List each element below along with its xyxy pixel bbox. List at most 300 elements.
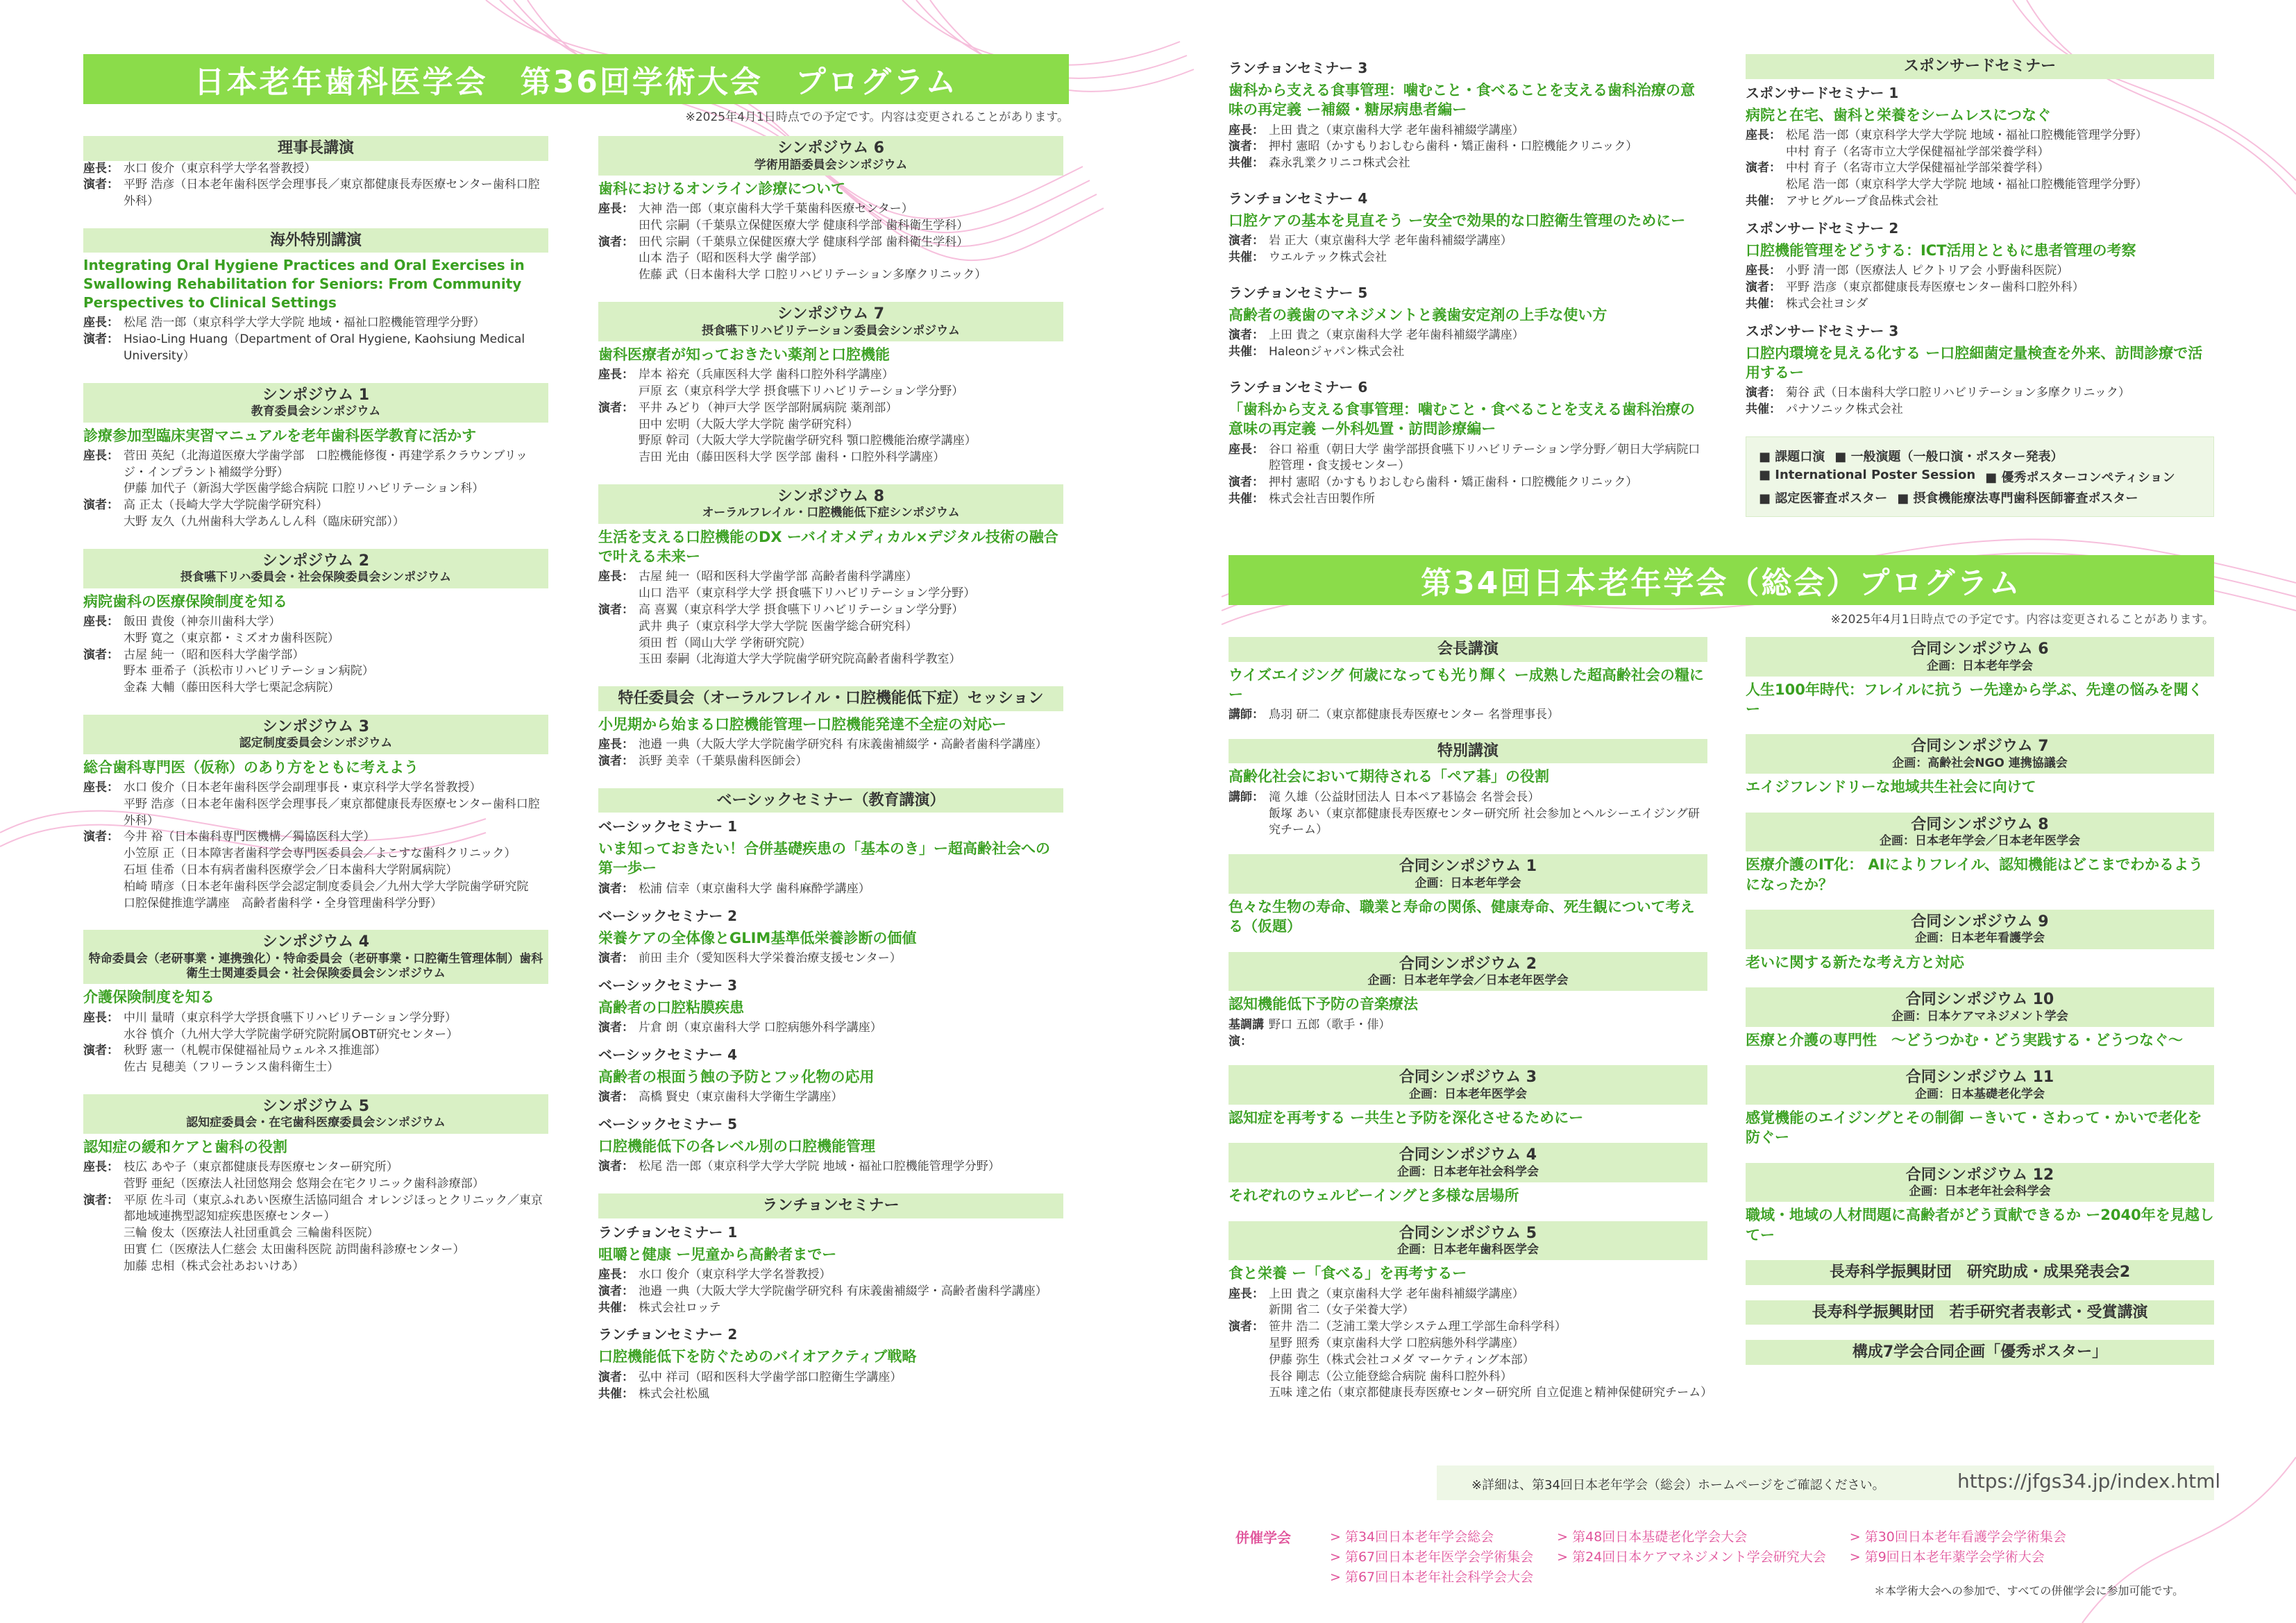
person-row [598, 1300, 1063, 1317]
seminar-item [598, 905, 1063, 967]
person-text: 加藤 忠相（株式会社あおいけあ） [124, 1259, 305, 1273]
person-row [83, 1176, 548, 1193]
person-role: 講師： [1229, 708, 1264, 722]
section-header: シンポジウム 3 認定制度委員会シンポジウム [83, 715, 548, 754]
person-role [598, 250, 639, 267]
person-text: 星野 照秀（東京歯科大学 口腔病態外科学講座） [1269, 1336, 1524, 1351]
person-text: 古屋 純一（昭和医科大学歯学部） [124, 647, 305, 662]
person-role [83, 1225, 124, 1242]
person-role [83, 1027, 124, 1044]
person-role: 演者： [1229, 139, 1264, 154]
program-section [83, 228, 548, 365]
section-header: 長寿科学振興財団 研究助成・成果発表会2 [1746, 1260, 2214, 1285]
person-text: 株式会社吉田製作所 [1269, 492, 1375, 507]
program-section [1229, 952, 1707, 1051]
section-subheader: 企画：日本老年医学会 [1409, 1087, 1527, 1101]
seminar-kind: ベーシックセミナー 5 [598, 1116, 738, 1133]
person-row [83, 797, 548, 830]
person-text: 池邉 一典（大阪大学大学院歯学研究科 有床義歯補綴学・高齢者歯科学講座） [639, 738, 1047, 752]
person-text: ウエルテック株式会社 [1269, 250, 1387, 265]
person-role: 共催： [1746, 194, 1781, 209]
seminar-kind: スポンサードセミナー 1 [1746, 84, 1899, 101]
person-text: 株式会社松風 [639, 1386, 709, 1401]
right-note: ※2025年4月1日時点での予定です。内容は変更されることがあります。 [1830, 613, 2214, 627]
seminar-item [1746, 217, 2214, 313]
seminar-title: 口腔ケアの基本を見直そう ー安全で効果的な口腔衛生管理のためにー [1229, 212, 1686, 230]
section-subheader: 企画：日本老年社会科学会 [1909, 1184, 2051, 1199]
section-header: 合同シンポジウム 1 企画：日本老年学会 [1229, 854, 1707, 894]
person-text: 田中 宏明（大阪大学大学院 歯学研究科） [639, 417, 859, 432]
person-text: 中村 育子（名寄市立大学保健福祉学部栄養学科） [1786, 144, 2050, 159]
person-row [1229, 1017, 1707, 1051]
person-text: 松浦 信幸（東京歯科大学 歯科麻酔学講座） [639, 881, 870, 896]
legend-box [1746, 436, 2214, 517]
person-text: 岸本 裕充（兵庫医科大学 歯科口腔外科学講座） [639, 368, 894, 382]
person-text: Haleonジャパン株式会社 [1269, 345, 1405, 359]
person-text: 菊谷 武（日本歯科大学口腔リハビリテーション多摩クリニック） [1786, 386, 2130, 400]
person-row [598, 1370, 1063, 1386]
co-society-item: > 第9回日本老年薬学会学術大会 [1850, 1547, 2066, 1565]
person-row [1229, 328, 1707, 344]
section-header: ランチョンセミナー [598, 1193, 1063, 1218]
section-subheader: 学術用語委員会シンポジウム [754, 158, 908, 172]
seminar-title: 高齢者の義歯のマネジメントと義歯安定剤の上手な使い方 [1229, 307, 1607, 324]
person-text: 秋野 憲一（札幌市保健福祉局ウェルネス推進部） [124, 1044, 387, 1058]
person-row [83, 680, 548, 697]
person-row [1746, 402, 2214, 418]
person-row [1229, 475, 1707, 491]
co-societies-label: 併催学会 [1235, 1529, 1291, 1546]
section-subheader: 企画：高齢社会NGO 連携協議会 [1892, 756, 2068, 770]
person-text: 笹井 浩二（芝浦工業大学システム理工学部生命科学科） [1269, 1320, 1567, 1334]
person-role [598, 267, 639, 284]
legend-item: ■ 認定医審査ポスター [1759, 488, 1887, 507]
person-role: 演者： [598, 1159, 634, 1174]
section-header: 会長講演 [1229, 637, 1707, 662]
program-section [1229, 1065, 1707, 1128]
person-row [83, 448, 548, 482]
person-text: 高 喜翼（東京科学大学 摂食嚥下リハビリテーション学分野） [639, 602, 964, 617]
person-role [83, 863, 124, 879]
seminar-kind: ランチョンセミナー 5 [1229, 284, 1368, 302]
person-row [598, 1089, 1063, 1106]
section-title: 認知症の緩和ケアと歯科の役割 [83, 1138, 287, 1155]
person-row [1229, 806, 1707, 840]
section-header: 合同シンポジウム 3 企画：日本老年医学会 [1229, 1065, 1707, 1105]
person-role: 演者： [83, 178, 119, 192]
person-text: 水谷 慎介（九州大学大学院歯学研究院附属OBT研究センター） [124, 1027, 459, 1042]
person-row [83, 1010, 548, 1027]
person-row [598, 384, 1063, 400]
person-row [598, 569, 1063, 586]
person-text: 大野 友久（九州歯科大学あんしん科（臨床研究部）） [124, 515, 405, 529]
section-title: 認知機能低下予防の音楽療法 [1229, 996, 1418, 1013]
person-text: 佐藤 武（日本歯科大学 口腔リハビリテーション多摩クリニック） [639, 268, 987, 282]
person-row [1229, 1369, 1707, 1386]
person-text: 吉田 光由（藤田医科大学 医学部 歯科・口腔外科学講座） [639, 450, 945, 465]
person-row [598, 367, 1063, 384]
person-row [83, 647, 548, 664]
legend-item: ■ 課題口演 [1759, 447, 1825, 465]
seminar-title: 口腔機能低下の各レベル別の口腔機能管理 [598, 1138, 875, 1155]
section-header: シンポジウム 1 教育委員会シンポジウム [83, 383, 548, 423]
section-title: 医療介護のIT化： AIによりフレイル、認知機能はどこまでわかるようになったか？ [1746, 856, 2203, 893]
person-role [1229, 1352, 1269, 1369]
person-role: 座長： [1229, 1286, 1264, 1301]
seminar-item [598, 815, 1063, 897]
person-row [598, 1159, 1063, 1175]
person-role: 座長： [83, 448, 119, 463]
person-role [1229, 1385, 1269, 1402]
co-society-item: > 第30回日本老年看護学会学術集会 [1850, 1527, 2066, 1545]
person-role: 共催： [1229, 492, 1264, 507]
seminar-title: 歯科から支える食事管理：噛むこと・食べることを支える歯科治療の意味の再定義 ー補綴・糖尿病患者編ー [1229, 82, 1695, 119]
person-row [1229, 1286, 1707, 1303]
section-title: 高齢化社会において期待される「ペア碁」の役割 [1229, 768, 1549, 785]
person-row [1229, 1352, 1707, 1369]
person-role: 演者： [1229, 1320, 1264, 1334]
person-text: 高 正太（長崎大学大学院歯学研究科） [124, 498, 328, 513]
person-row [83, 863, 548, 879]
person-role: 演者： [598, 1284, 634, 1298]
person-row [83, 161, 548, 178]
person-role: 座長： [83, 781, 119, 795]
person-role: 演者： [1229, 234, 1264, 248]
person-role [83, 797, 124, 830]
seminar-title: 栄養ケアの全体像とGLIM基準低栄養診断の価値 [598, 929, 917, 946]
person-role: 共催： [598, 1300, 634, 1315]
person-row [1229, 344, 1707, 361]
person-row [598, 433, 1063, 450]
person-text: 今井 裕（日本歯科専門医機構／獨協医科大学） [124, 830, 375, 844]
section-header: 合同シンポジウム 10 企画：日本ケアマネジメント学会 [1746, 987, 2214, 1027]
person-role: 演者： [83, 332, 119, 347]
person-row [598, 201, 1063, 218]
person-row [83, 514, 548, 531]
person-role: 基調講演： [1229, 1017, 1264, 1048]
person-row [598, 737, 1063, 754]
person-text: 野原 幹司（大阪大学大学院歯学研究科 顎口腔機能治療学講座） [639, 434, 977, 448]
person-text: 金森 大輔（藤田医科大学七栗記念病院） [124, 681, 340, 695]
person-role: 座長： [83, 614, 119, 629]
program-section [83, 549, 548, 697]
section-header: 合同シンポジウム 2 企画：日本老年学会／日本老年医学会 [1229, 952, 1707, 992]
person-row [598, 1386, 1063, 1403]
person-text: 新開 省二（女子栄養大学） [1269, 1303, 1415, 1318]
program-section [1746, 637, 2214, 719]
person-text: 伊藤 加代子（新潟大学医歯学総合病院 口腔リハビリテーション科） [124, 482, 484, 496]
person-text: 柏崎 晴彦（日本老年歯科医学会認定制度委員会／九州大学大学院歯学研究院 口腔保健推進学講座 高齢者歯科学・全身管理歯科学分野） [124, 879, 541, 910]
person-row [83, 315, 548, 332]
person-row [1746, 263, 2214, 280]
person-role: 講師： [1229, 790, 1264, 804]
person-row [598, 1284, 1063, 1300]
seminar-kind: ベーシックセミナー 4 [598, 1046, 738, 1063]
person-row [83, 1043, 548, 1060]
section-subheader: 摂食嚥下リハ委員会・社会保険委員会シンポジウム [180, 570, 451, 585]
section-subheader: 特命委員会（老研事業・連携強化）・特命委員会（老研事業・口腔衛生管理体制）歯科衛生士関連委員会・社会保険委員会シンポジウム [88, 951, 543, 981]
seminar-kind: スポンサードセミナー 3 [1746, 322, 1899, 339]
person-text: 五味 達之佑（東京都健康長寿医療センター研究所 自立促進と精神保健研究チーム） [1269, 1386, 1713, 1400]
section-header: 海外特別講演 [83, 228, 548, 253]
person-text: 三輪 俊太（医療法人社団重眞会 三輪歯科医院） [124, 1226, 379, 1241]
section-header: 長寿科学振興財団 若手研究者表彰式・受賞講演 [1746, 1300, 2214, 1325]
person-text: 上田 貴之（東京歯科大学 老年歯科補綴学講座） [1269, 328, 1524, 343]
program-section [1229, 1143, 1707, 1205]
person-role [598, 433, 639, 450]
co-society-item: > 第24回日本ケアマネジメント学会研究大会 [1557, 1547, 1826, 1565]
section-title: 職域・地域の人材問題に高齢者がどう貢献できるか ー2040年を見越してー [1746, 1207, 2214, 1243]
person-role: 演者： [598, 235, 634, 249]
person-row [83, 1259, 548, 1275]
program-section [1229, 637, 1707, 724]
section-header: シンポジウム 4 特命委員会（老研事業・連携強化）・特命委員会（老研事業・口腔衛生管理体制）歯科衛生士関連委員会・社会保険委員会シンポジウム [83, 930, 548, 984]
section-subheader: 認定制度委員会シンポジウム [239, 736, 393, 751]
person-role: 演者： [598, 1090, 634, 1105]
program-section [598, 788, 1063, 1176]
person-role [598, 619, 639, 636]
seminar-kind: ベーシックセミナー 1 [598, 818, 738, 835]
person-text: 田代 宗嗣（千葉県立保健医療大学 健康科学部 歯科衛生学科） [639, 235, 969, 249]
person-text: 菅野 亜紀（医療法人社団悠翔会 悠翔会在宅クリニック歯科診療部） [124, 1176, 484, 1191]
person-role: 演者： [1746, 280, 1781, 294]
program-section [598, 484, 1063, 668]
person-role: 共催： [1229, 250, 1264, 265]
co-societies-note: ＊本学術大会への参加で、すべての併催学会に参加可能です。 [1874, 1584, 2184, 1597]
person-role: 座長： [83, 1160, 119, 1175]
section-subheader: オーラルフレイル・口腔機能低下症シンポジウム [702, 506, 960, 520]
section-header: 合同シンポジウム 7 企画：高齢社会NGO 連携協議会 [1746, 734, 2214, 774]
section-subheader: 企画：日本老年学会／日本老年医学会 [1367, 974, 1569, 988]
section-subheader: 認知症委員会・在宅歯科医療委員会シンポジウム [186, 1116, 446, 1130]
person-row [1229, 1336, 1707, 1352]
co-society-item: > 第48回日本基礎老化学会大会 [1557, 1527, 1826, 1545]
person-row [598, 754, 1063, 770]
program-section [598, 686, 1063, 770]
person-text: 戸原 玄（東京科学大学 摂食嚥下リハビリテーション学分野） [639, 384, 964, 398]
person-role: 演者： [1746, 161, 1781, 176]
person-row [598, 636, 1063, 652]
section-header: 合同シンポジウム 8 企画：日本老年学会／日本老年医学会 [1746, 813, 2214, 852]
legend-item: ■ International Poster Session [1759, 468, 1975, 486]
seminar-kind: ベーシックセミナー 2 [598, 907, 738, 924]
seminar-kind: ランチョンセミナー 6 [1229, 378, 1368, 396]
person-row [83, 614, 548, 631]
section-header: 特任委員会（オーラルフレイル・口腔機能低下症）セッション [598, 686, 1063, 711]
person-row [83, 498, 548, 514]
person-role [83, 514, 124, 531]
person-text: 水口 俊介（東京科学大学名誉教授） [639, 1268, 832, 1282]
person-row [1229, 442, 1707, 475]
person-role [83, 1060, 124, 1076]
person-row [1746, 385, 2214, 402]
program-section [1746, 813, 2214, 894]
section-title: 介護保険制度を知る [83, 989, 214, 1006]
person-row [1229, 233, 1707, 250]
person-row [598, 450, 1063, 466]
person-row [598, 951, 1063, 967]
person-role: 演者： [83, 1044, 119, 1058]
section-header: シンポジウム 2 摂食嚥下リハ委員会・社会保険委員会シンポジウム [83, 549, 548, 588]
person-text: 中村 育子（名寄市立大学保健福祉学部栄養学科） [1786, 161, 2050, 176]
person-row [1746, 194, 2214, 210]
program-section [1746, 1065, 2214, 1147]
person-role [598, 417, 639, 434]
person-role [83, 1176, 124, 1193]
person-row [83, 829, 548, 846]
section-title: 食と栄養 ー「食べる」を再考するー [1229, 1265, 1467, 1282]
program-section [83, 930, 548, 1076]
person-text: 石垣 佳希（日本有病者歯科医療学会／日本歯科大学附属病院） [124, 863, 458, 878]
person-role: 共催： [1746, 402, 1781, 417]
person-text: 弘中 祥司（昭和医科大学歯学部口腔衛生学講座） [639, 1370, 902, 1384]
person-row [598, 881, 1063, 898]
section-title: エイジフレンドリーな地域共生社会に向けて [1746, 779, 2036, 796]
person-text: 玉田 泰嗣（北海道大学大学院歯学研究院高齢者歯科学教室） [639, 652, 961, 667]
person-text: 伊藤 弥生（株式会社コメダ マーケティング本部） [1269, 1352, 1535, 1367]
person-row [83, 780, 548, 797]
co-society-item: > 第67回日本老年社会科学会大会 [1330, 1567, 1533, 1586]
section-subheader: 企画：日本老年学会／日本老年医学会 [1880, 834, 2080, 849]
person-text: 小笠原 正（日本障害者歯科学会専門医委員会／よこすな歯科クリニック） [124, 847, 516, 861]
section-header: ベーシックセミナー（教育講演） [598, 788, 1063, 813]
person-text: 平井 みどり（神戸大学 医学部附属病院 薬剤部） [639, 400, 898, 415]
section-subheader: 企画：日本老年看護学会 [1915, 931, 2045, 946]
person-row [83, 663, 548, 680]
person-row [83, 631, 548, 647]
person-text: 大神 浩一郎（東京歯科大学千葉歯科医療センター） [639, 202, 913, 216]
person-text: 飯塚 あい（東京都健康長寿医療センター研究所 社会参加とヘルシーエイジング研究チーム） [1269, 806, 1700, 838]
person-role: 座長： [83, 161, 119, 176]
program-section [598, 1193, 1063, 1402]
section-title: 医療と介護の専門性 〜どうつかむ・どう実践する・どうつなぐ〜 [1746, 1031, 2183, 1048]
co-societies-list [1330, 1527, 2066, 1586]
person-text: 上田 貴之（東京歯科大学 老年歯科補綴学講座） [1269, 123, 1524, 137]
person-role: 座長： [83, 1010, 119, 1025]
column-4 [1746, 54, 2214, 517]
footer-note: ※詳細は、第34回日本老年学会（総会）ホームページをご確認ください。 [1471, 1478, 1885, 1493]
person-role [83, 663, 124, 680]
seminar-item [598, 974, 1063, 1037]
person-row [598, 218, 1063, 235]
section-subheader: 企画：日本老年学会 [1927, 658, 2033, 673]
person-role [1229, 1369, 1269, 1386]
person-text: 平原 佐斗司（東京ふれあい医療生活協同組合 オレンジほっとクリニック／東京都地域連携型認知症疾患医療センター） [124, 1193, 543, 1224]
seminar-title: いま知っておきたい！合併基礎疾患の「基本のき」ー超高齢社会への第一歩ー [598, 840, 1050, 877]
legend-item: ■ 摂食機能療法専門歯科医師審査ポスター [1897, 488, 2138, 507]
program-section [1746, 734, 2214, 797]
person-row [598, 1267, 1063, 1284]
person-text: 押村 憲昭（かすもりおしむら歯科・矯正歯科・口腔機能クリニック） [1269, 139, 1638, 154]
person-text: 木野 寛之（東京都・ミズオカ歯科医院） [124, 631, 339, 645]
section-title: Integrating Oral Hygiene Practices and Oral Exercises in Swallowing Rehabilitation for Seniors: From Community Perspectives to Clinical Settings [83, 257, 525, 312]
seminar-item [598, 1044, 1063, 1106]
program-section [1746, 1260, 2214, 1285]
person-text: 谷口 裕重（朝日大学 歯学部摂食嚥下リハビリテーション学分野／朝日大学病院口腔管理・食支援センター） [1269, 442, 1700, 473]
person-row [1229, 707, 1707, 724]
person-text: 松尾 浩一郎（東京科学大学大学院 地域・福祉口腔機能管理学分野） [1786, 178, 2147, 192]
person-text: 株式会社ロッテ [639, 1300, 721, 1315]
program-section [598, 136, 1063, 284]
program-section [83, 715, 548, 912]
person-text: 古屋 純一（昭和医科大学歯学部 高齢者歯科学講座） [639, 570, 918, 584]
person-text: 野本 亜希子（浜松市リハビリテーション病院） [124, 664, 374, 679]
seminar-kind: ランチョンセミナー 2 [598, 1326, 738, 1343]
person-text: 須田 哲（岡山大学 学術研究院） [639, 636, 811, 650]
person-text: 松尾 浩一郎（東京科学大学大学院 地域・福祉口腔機能管理学分野） [124, 316, 485, 330]
person-row [1229, 123, 1707, 139]
person-text: 押村 憲昭（かすもりおしむら歯科・矯正歯科・口腔機能クリニック） [1269, 475, 1638, 490]
person-row [83, 879, 548, 912]
person-row [1746, 296, 2214, 313]
section-header: 合同シンポジウム 11 企画：日本基礎老化学会 [1746, 1065, 2214, 1105]
person-text: 枝広 あや子（東京都健康長寿医療センター研究所） [124, 1160, 398, 1175]
person-role [83, 846, 124, 863]
person-role [1746, 144, 1786, 161]
co-societies [1235, 1527, 2214, 1585]
co-society-item: > 第67回日本老年医学会学術集会 [1330, 1547, 1533, 1565]
person-role [83, 680, 124, 697]
person-role [598, 636, 639, 652]
person-role [1229, 1302, 1269, 1319]
section-subheader: 教育委員会シンポジウム [251, 405, 381, 419]
person-row [83, 481, 548, 498]
person-text: 前田 圭介（愛知医科大学栄養治療支援センター） [639, 951, 902, 965]
person-row [83, 1060, 548, 1076]
person-role [598, 450, 639, 466]
person-text: 松尾 浩一郎（東京科学大学大学院 地域・福祉口腔機能管理学分野） [1786, 128, 2147, 142]
person-text: 中川 量晴（東京科学大学摂食嚥下リハビリテーション学分野） [124, 1010, 457, 1025]
seminar-kind: ランチョンセミナー 4 [1229, 190, 1368, 207]
person-text: 池邉 一典（大阪大学大学院歯学研究科 有床義歯補綴学・高齢者歯科学講座） [639, 1284, 1047, 1298]
person-role: 演者： [598, 1021, 634, 1035]
seminar-title: 口腔内環境を見える化する ー口腔細菌定量検査を外来、訪問診療で活用するー [1746, 344, 2203, 381]
section-subheader: 企画：日本ケアマネジメント学会 [1891, 1009, 2068, 1023]
person-row [598, 1020, 1063, 1037]
section-subheader: 摂食嚥下リハビリテーション委員会シンポジウム [702, 323, 960, 338]
person-row [598, 250, 1063, 267]
program-section [1746, 1163, 2214, 1245]
person-text: 山本 浩子（昭和医科大学 歯学部） [639, 251, 823, 266]
seminar-item [1229, 376, 1707, 508]
person-row [598, 619, 1063, 636]
person-row [1229, 139, 1707, 155]
right-banner: 第34回日本老年学会（総会）プログラム [1229, 555, 2214, 605]
person-role: 座長： [598, 738, 634, 752]
person-role: 演者： [598, 400, 634, 415]
person-text: 松尾 浩一郎（東京科学大学大学院 地域・福祉口腔機能管理学分野） [639, 1159, 1000, 1174]
seminar-item [598, 1221, 1063, 1317]
person-row [598, 267, 1063, 284]
person-role: 座長： [598, 1268, 634, 1282]
seminar-title: 「歯科から支える食事管理：噛むこと・食べることを支える歯科治療の意味の再定義 ー外科処置・訪問診療編ー [1229, 400, 1695, 438]
seminar-item [1746, 82, 2214, 210]
person-row [1229, 1302, 1707, 1319]
person-role: 共催： [1229, 345, 1264, 359]
person-role: 共催： [1746, 296, 1781, 311]
person-text: 長谷 剛志（公立能登総合病院 歯科口腔外科） [1269, 1369, 1512, 1384]
section-title: 老いに関する新たな考え方と対応 [1746, 953, 1964, 971]
section-title: 歯科医療者が知っておきたい薬剤と口腔機能 [598, 346, 890, 363]
person-role: 演者： [598, 951, 634, 965]
person-role [83, 631, 124, 647]
homepage-link[interactable]: https://jfgs34.jp/index.html [1957, 1470, 2221, 1493]
person-row [1229, 250, 1707, 266]
section-header: 合同シンポジウム 6 企画：日本老年学会 [1746, 637, 2214, 677]
person-row [83, 1027, 548, 1044]
section-header: 合同シンポジウム 5 企画：日本老年歯科医学会 [1229, 1221, 1707, 1261]
section-header: シンポジウム 5 認知症委員会・在宅歯科医療委員会シンポジウム [83, 1094, 548, 1134]
